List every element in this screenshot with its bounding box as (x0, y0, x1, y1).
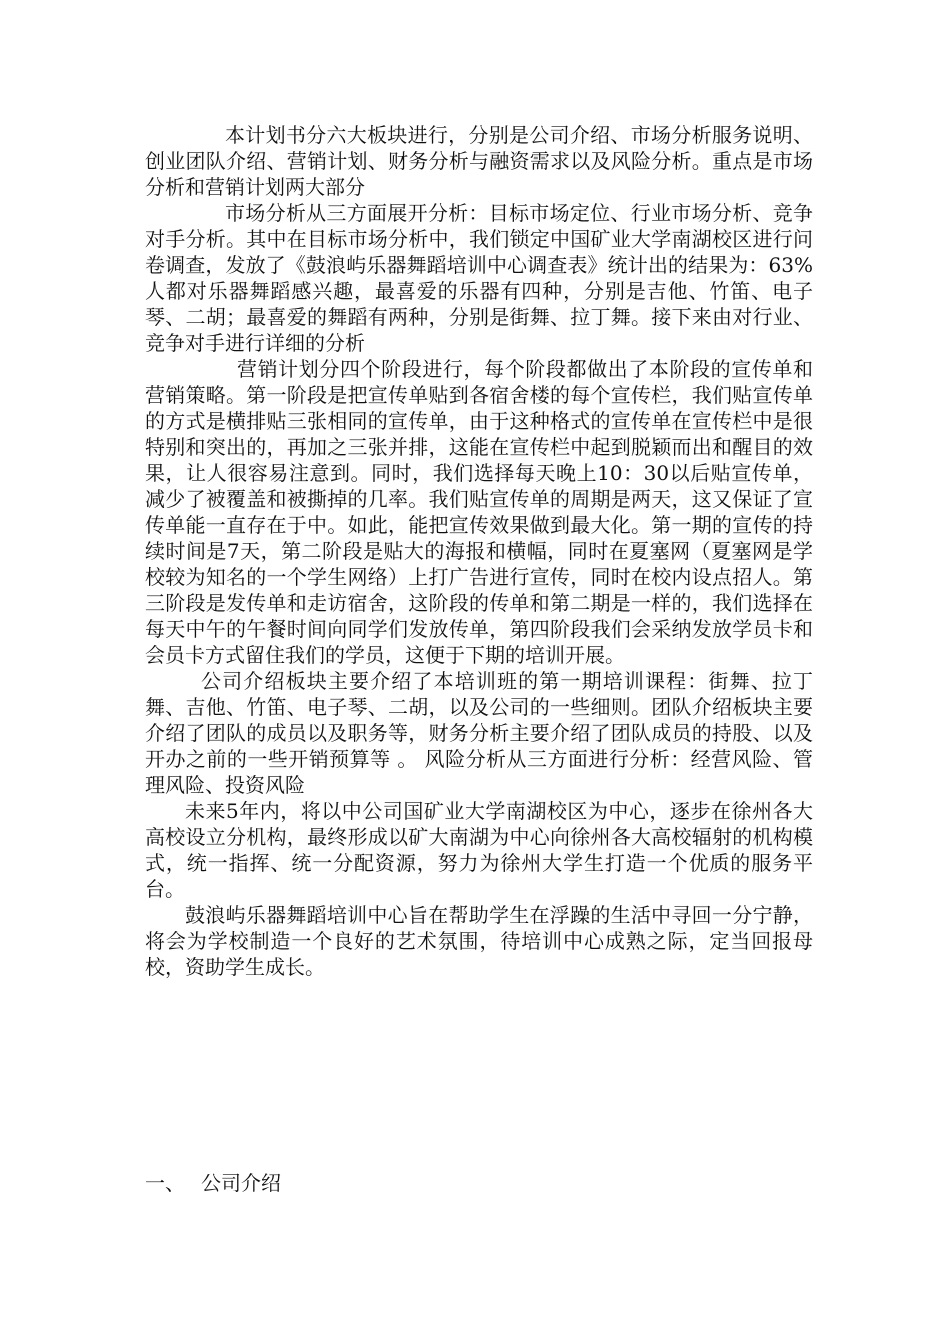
paragraph-market-analysis: 市场分析从三方面展开分析：目标市场定位、行业市场分析、竞争对手分析。其中在目标市场分析中，我们锁定中国矿业大学南湖校区进行问卷调查，发放了《鼓浪屿乐器舞蹈培训中心调查表》统计出的结果为：63%人都对乐器舞蹈感兴趣，最喜爱的乐器有四种，分别是吉他、竹笛、电子琴、二胡；最喜爱的舞蹈有两种，分别是街舞、拉丁舞。接下来由对行业、竞争对手进行详细的分析 (145, 201, 813, 355)
paragraph-company-intro: 公司介绍板块主要介绍了本培训班的第一期培训课程：街舞、拉丁舞、吉他、竹笛、电子琴、二胡，以及公司的一些细则。团队介绍板块主要介绍了团队的成员以及职务等，财务分析主要介绍了团队成员的持股、以及开办之前的一些开销预算等 。 风险分析从三方面进行分析：经营风险、管理风险、投资风险 (145, 669, 813, 797)
document-body (145, 122, 813, 980)
section-title: 公司介绍 (201, 1171, 281, 1195)
section-number: 一、 (145, 1171, 185, 1195)
section-heading (145, 1170, 281, 1196)
paragraph-future-plan: 未来5年内，将以中公司国矿业大学南湖校区为中心，逐步在徐州各大高校设立分机构，最终形成以矿大南湖为中心向徐州各大高校辐射的机构模式，统一指挥、统一分配资源，努力为徐州大学生打造一个优质的服务平台。 (145, 799, 813, 901)
paragraph-mission: 鼓浪屿乐器舞蹈培训中心旨在帮助学生在浮躁的生活中寻回一分宁静，将会为学校制造一个良好的艺术氛围，待培训中心成熟之际，定当回报母校，资助学生成长。 (145, 903, 813, 979)
paragraph-overview: 本计划书分六大板块进行，分别是公司介绍、市场分析服务说明、创业团队介绍、营销计划、财务分析与融资需求以及风险分析。重点是市场分析和营销计划两大部分 (145, 123, 813, 199)
paragraph-marketing-plan: 营销计划分四个阶段进行，每个阶段都做出了本阶段的宣传单和营销策略。第一阶段是把宣传单贴到各宿舍楼的每个宣传栏，我们贴宣传单的方式是横排贴三张相同的宣传单，由于这种格式的宣传单在宣传栏中是很特别和突出的，再加之三张并排，这能在宣传栏中起到脱颖而出和醒目的效果，让人很容易注意到。同时，我们选择每天晚上10：30以后贴宣传单，减少了被覆盖和被撕掉的几率。我们贴宣传单的周期是两天，这又保证了宣传单能一直存在于中。如此，能把宣传效果做到最大化。第一期的宣传的持续时间是7天，第二阶段是贴大的海报和横幅，同时在夏塞网（夏塞网是学校较为知名的一个学生网络）上打广告进行宣传，同时在校内设点招人。第三阶段是发传单和走访宿舍，这阶段的传单和第二期是一样的，我们选择在每天中午的午餐时间向同学们发放传单，第四阶段我们会采纳发放学员卡和会员卡方式留住我们的学员，这便于下期的培训开展。 (145, 357, 813, 667)
